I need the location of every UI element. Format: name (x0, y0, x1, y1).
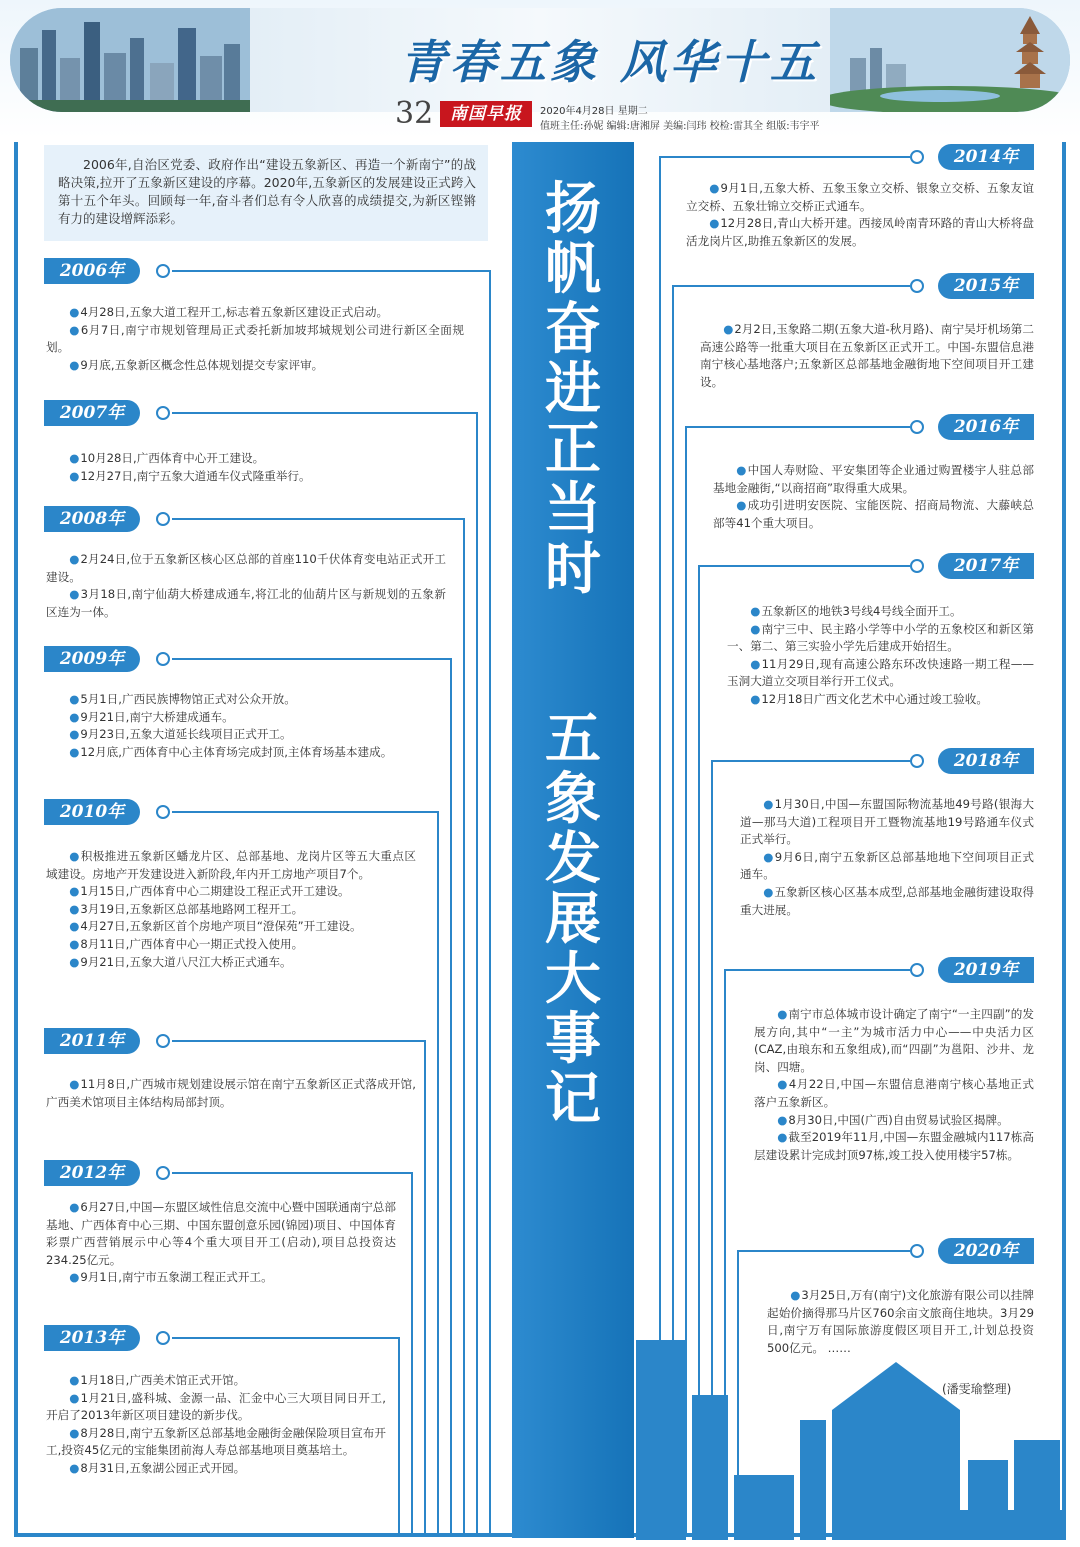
city-silhouette-illustration (634, 1270, 1066, 1540)
year-tag: 2007年 (44, 400, 140, 426)
timeline-node (910, 963, 924, 977)
timeline-node (910, 150, 924, 164)
year-events (46, 551, 446, 621)
timeline-node (910, 420, 924, 434)
intro-text: 2006年,自治区党委、政府作出“建设五象新区、再造一个新南宁”的战略决策,拉开了五象新区建设的序幕。2020年,五象新区的发展建设正式跨入第十五个年头。回顾每一年,奋斗者们总有令人欣喜的成绩提交,为新区铿锵有力的建设增辉添彩。 (58, 157, 476, 226)
event-item: ● 9月1日,南宁市五象湖工程正式开工。 (46, 1269, 396, 1287)
event-item: ● 5月1日,广西民族博物馆正式对公众开放。 (46, 691, 436, 709)
event-item: ● 2月2日,玉象路二期(五象大道-秋月路)、南宁吴圩机场第二高速公路等一批重大项目在五象新区正式开工。中国-东盟信息港南宁核心基地落户;五象新区总部基地金融街地下空间项目开工建设。 (700, 321, 1034, 391)
event-item: ● 9月1日,五象大桥、五象玉象立交桥、银象立交桥、五象友谊立交桥、五象壮锦立交桥正式通车。 (686, 180, 1034, 215)
event-item: ● 9月23日,五象大道延长线项目正式开工。 (46, 726, 436, 744)
year-events (46, 848, 416, 971)
event-item: ● 截至2019年11月,中国—东盟金融城内117栋高层建设累计完成封顶97栋,竣工投入使用楼宇57栋。 (754, 1129, 1034, 1164)
event-item: ● 11月29日,现有高速公路东环改快速路一期工程——玉洞大道立交项目举行开工仪式。 (727, 656, 1034, 691)
event-item: ● 12月底,广西体育中心主体育场完成封顶,主体育场基本建成。 (46, 744, 436, 762)
editor-credits: 值班主任:孙妮 编辑:唐湘屏 美编:闫玮 校检:雷其全 组版:韦宇平 (540, 121, 820, 132)
event-item: ● 9月6日,南宁五象新区总部基地地下空间项目正式通车。 (740, 849, 1034, 884)
year-tag: 2019年 (938, 957, 1034, 983)
event-item: ● 南宁市总体城市设计确定了南宁“一主四副”的发展方向,其中“一主”为城市活力中心——中央活力区(CAZ,由琅东和五象组成),而“四副”为邕阳、沙井、龙岗、四塘。 (754, 1006, 1034, 1076)
event-item: ● 9月21日,南宁大桥建成通车。 (46, 709, 436, 727)
year-tag: 2013年 (44, 1325, 140, 1351)
year-tag: 2008年 (44, 506, 140, 532)
year-events (46, 691, 436, 761)
year-events (46, 450, 464, 485)
year-tag: 2016年 (938, 414, 1034, 440)
event-item: ● 3月25日,万有(南宁)文化旅游有限公司以挂牌起始价摘得那马片区760余亩文旅商住地块。3月29日,南宁万有国际旅游度假区项目开工,计划总投资500亿元。 …… (767, 1287, 1034, 1357)
event-item: ● 12月28日,青山大桥开建。西接凤岭南青环路的青山大桥将盘活龙岗片区,助推五象新区的发展。 (686, 215, 1034, 250)
banner-title: 青春五象 风华十五 (400, 35, 821, 89)
event-item: ● 中国人寿财险、平安集团等企业通过购置楼宇人驻总部基地金融街,“以商招商”取得重大成果。 (713, 462, 1034, 497)
event-item: ● 8月30日,中国(广西)自由贸易试验区揭牌。 (754, 1112, 1034, 1130)
timeline-node (156, 264, 170, 278)
timeline-node (910, 754, 924, 768)
event-item: ● 10月28日,广西体育中心开工建设。 (46, 450, 464, 468)
year-events (686, 180, 1034, 250)
event-item: ● 4月22日,中国—东盟信息港南宁核心基地正式落户五象新区。 (754, 1076, 1034, 1111)
year-events (46, 1199, 396, 1287)
year-events (700, 321, 1034, 391)
event-item: ● 6月27日,中国—东盟区域性信息交流中心暨中国联通南宁总部基地、广西体育中心三期、中国东盟创意乐园(锦园)项目、中国体育彩票广西营销展示中心等4个重大项目开工(启动),项目总投资达234.25亿元。 (46, 1199, 396, 1269)
event-item: ● 4月28日,五象大道工程开工,标志着五象新区建设正式启动。 (46, 304, 464, 322)
timeline-node (156, 512, 170, 526)
timeline-node (156, 1331, 170, 1345)
headline-line-2: 五象发展大事记 (545, 707, 601, 1132)
timeline-node (156, 1034, 170, 1048)
timeline-node (156, 805, 170, 819)
event-item: ● 12月18日广西文化艺术中心通过竣工验收。 (727, 691, 1034, 709)
year-tag: 2020年 (938, 1238, 1034, 1264)
event-item: ● 五象新区核心区基本成型,总部基地金融街建设取得重大进展。 (740, 884, 1034, 919)
page-number: 32 (395, 96, 434, 131)
event-item: ● 8月31日,五象湖公园正式开园。 (46, 1460, 386, 1478)
year-events (754, 1006, 1034, 1164)
year-tag: 2012年 (44, 1160, 140, 1186)
timeline-node (156, 406, 170, 420)
event-item: ● 9月底,五象新区概念性总体规划提交专家评审。 (46, 357, 464, 375)
event-item: ● 成功引进明安医院、宝能医院、招商局物流、大藤峡总部等41个重大项目。 (713, 497, 1034, 532)
event-item: ● 12月27日,南宁五象大道通车仪式隆重举行。 (46, 468, 464, 486)
event-item: ● 1月30日,中国—东盟国际物流基地49号路(银海大道—那马大道)工程项目开工暨物流基地19号路通车仪式正式举行。 (740, 796, 1034, 849)
event-item: ● 4月27日,五象新区首个房地产项目“澄保苑”开工建设。 (46, 918, 416, 936)
year-tag: 2015年 (938, 273, 1034, 299)
timeline-node (910, 559, 924, 573)
event-item: ● 积极推进五象新区蟠龙片区、总部基地、龙岗片区等五大重点区域建设。房地产开发建设进入新阶段,年内开工房地产项目7个。 (46, 848, 416, 883)
year-events (740, 796, 1034, 919)
event-item: ● 9月21日,五象大道八尺江大桥正式通车。 (46, 954, 416, 972)
event-item: ● 11月8日,广西城市规划建设展示馆在南宁五象新区正式落成开馆,广西美术馆项目主体结构局部封顶。 (46, 1076, 416, 1111)
event-item: ● 五象新区的地铁3号线4号线全面开工。 (727, 603, 1034, 621)
year-tag: 2017年 (938, 553, 1034, 579)
event-item: ● 8月28日,南宁五象新区总部基地金融街金融保险项目宣布开工,投资45亿元的宝能集团前海人寿总部基地项目奠基培土。 (46, 1425, 386, 1460)
event-item: ● 2月24日,位于五象新区核心区总部的首座110千伏体育变电站正式开工建设。 (46, 551, 446, 586)
timeline-node (910, 279, 924, 293)
event-item: ● 8月11日,广西体育中心一期正式投入使用。 (46, 936, 416, 954)
event-item: ● 1月18日,广西美术馆正式开馆。 (46, 1372, 386, 1390)
event-item: ● 1月15日,广西体育中心二期建设工程正式开工建设。 (46, 883, 416, 901)
year-events (46, 304, 464, 374)
compiler-credit: (潘雯瑜整理) (942, 1382, 1012, 1396)
year-tag: 2010年 (44, 799, 140, 825)
timeline-node (910, 1244, 924, 1258)
year-tag: 2006年 (44, 258, 140, 284)
issue-date: 2020年4月28日 星期二 (540, 106, 648, 117)
event-item: ● 6月7日,南宁市规划管理局正式委托新加坡邦城规划公司进行新区全面规划。 (46, 322, 464, 357)
event-item: ● 3月19日,五象新区总部基地路网工程开工。 (46, 901, 416, 919)
year-events (46, 1372, 386, 1478)
year-events (46, 1076, 416, 1111)
year-tag: 2018年 (938, 748, 1034, 774)
event-item: ● 1月21日,盛科城、金源一品、汇金中心三大项目同日开工,开启了2013年新区项目建设的新步伐。 (46, 1390, 386, 1425)
event-item: ● 南宁三中、民主路小学等中小学的五象校区和新区第一、第二、第三实验小学先后建成开始招生。 (727, 621, 1034, 656)
year-tag: 2009年 (44, 646, 140, 672)
year-tag: 2011年 (44, 1028, 140, 1054)
year-tag: 2014年 (938, 144, 1034, 170)
year-events (727, 603, 1034, 709)
timeline-node (156, 652, 170, 666)
event-item: ● 3月18日,南宁仙葫大桥建成通车,将江北的仙葫片区与新规划的五象新区连为一体。 (46, 586, 446, 621)
year-events (713, 462, 1034, 532)
timeline-node (156, 1166, 170, 1180)
headline-line-1: 扬帆奋进正当时 (545, 177, 601, 602)
paper-logo: 南国早报 (440, 101, 532, 127)
